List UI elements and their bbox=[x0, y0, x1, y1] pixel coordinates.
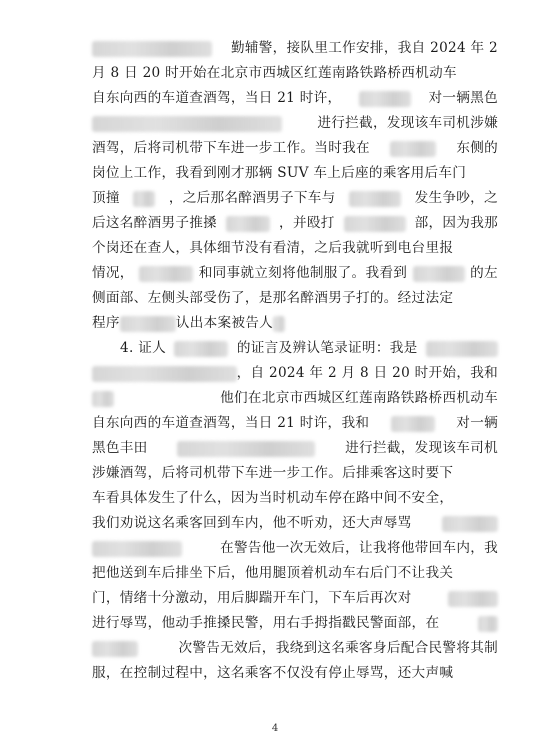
text-line bbox=[92, 461, 498, 486]
text-segment: 门，情绪十分激动，用后脚踹开车门，下车后再次对 bbox=[92, 590, 412, 606]
text-segment: 发生争吵，之 bbox=[414, 190, 498, 206]
text-segment: 对一辆 bbox=[456, 415, 498, 431]
redaction-block bbox=[92, 116, 282, 132]
text-segment: 车看具体发生了什么，因为当时机动车停在路中间不安全， bbox=[92, 490, 454, 506]
text-line bbox=[92, 211, 498, 236]
text-line bbox=[92, 386, 498, 411]
text-segment: 他们在北京市西城区红莲南路铁路桥西机动车 bbox=[220, 390, 498, 406]
text-line bbox=[92, 611, 498, 636]
text-segment: 岗位上工作，我看到刚才那辆 SUV 车上后座的乘客用后车门 bbox=[92, 165, 467, 181]
text-segment: 侧面部、左侧头部受伤了，是那名醉酒男子打的。经过法定 bbox=[92, 290, 454, 306]
redaction-block bbox=[344, 216, 406, 232]
redaction-block bbox=[349, 191, 401, 207]
text-segment: 涉嫌酒驾，后将司机带下车进一步工作。后排乘客这时要下 bbox=[92, 465, 454, 481]
redaction-block bbox=[92, 391, 114, 407]
redaction-block bbox=[448, 591, 498, 607]
text-segment: 的证言及辨认笔录证明：我是 bbox=[236, 340, 418, 356]
redaction-block bbox=[174, 341, 228, 357]
redaction-block bbox=[478, 616, 498, 632]
text-line bbox=[92, 286, 498, 311]
redaction-block bbox=[273, 316, 285, 332]
text-segment: 情况， bbox=[92, 265, 134, 281]
text-line bbox=[92, 561, 498, 586]
text-segment: 勤辅警，接队里工作安排，我自 2024 年 2 bbox=[230, 40, 498, 56]
redaction-block bbox=[120, 316, 176, 332]
text-segment: 我们劝说这名乘客回到车内，他不听劝，还大声辱骂 bbox=[92, 515, 412, 531]
text-segment: 把他送到车后排坐下后，他用腿顶着机动车右后门不让我关 bbox=[92, 565, 454, 581]
redaction-block bbox=[92, 41, 212, 57]
text-segment: 认出本案被告人 bbox=[175, 315, 274, 331]
text-segment: 的左 bbox=[470, 265, 498, 281]
text-line bbox=[92, 311, 498, 336]
text-segment: 东侧的 bbox=[456, 140, 498, 156]
text-segment: 后这名醉酒男子推搡 bbox=[92, 215, 218, 231]
text-segment: 顶撞 bbox=[92, 190, 120, 206]
text-line bbox=[92, 436, 498, 461]
text-line bbox=[92, 511, 498, 536]
text-segment: 程序 bbox=[92, 315, 120, 331]
text-segment: 次警告无效后，我绕到这名乘客身后配合民警将其制 bbox=[178, 640, 498, 656]
text-segment: 服，在控制过程中，这名乘客不仅没有停止辱骂，还大声喊 bbox=[92, 665, 454, 681]
text-line bbox=[92, 61, 498, 86]
text-line bbox=[92, 411, 498, 436]
redaction-block bbox=[359, 91, 411, 107]
text-line bbox=[92, 86, 498, 111]
text-segment: 和同事就立刻将他制服了。我看到 bbox=[198, 265, 408, 281]
text-segment: 部，因为我那 bbox=[414, 215, 498, 231]
redaction-block bbox=[442, 516, 498, 532]
text-line bbox=[92, 661, 498, 686]
text-segment: 个岗还在查人，具体细节没有看清，之后我就听到电台里报 bbox=[92, 240, 454, 256]
text-line bbox=[92, 186, 498, 211]
text-segment: 黑色丰田 bbox=[92, 440, 148, 456]
text-line bbox=[92, 336, 498, 361]
redaction-block bbox=[413, 266, 465, 282]
redaction-block bbox=[92, 366, 237, 382]
text-segment: 在警告他一次无效后，让我将他带回车内，我 bbox=[220, 540, 498, 556]
redaction-block bbox=[92, 541, 182, 557]
text-segment: ，并殴打 bbox=[279, 215, 335, 231]
text-line bbox=[92, 361, 498, 386]
redaction-block bbox=[226, 216, 270, 232]
text-segment: 自东向西的车道查酒驾，当日 21 时许，我和 bbox=[92, 415, 370, 431]
text-line bbox=[92, 36, 498, 61]
text-line bbox=[92, 261, 498, 286]
text-line bbox=[92, 136, 498, 161]
redaction-block bbox=[139, 266, 193, 282]
text-line bbox=[92, 111, 498, 136]
text-segment: ，自 2024 年 2 月 8 日 20 时开始，我和 bbox=[236, 365, 498, 381]
text-line bbox=[92, 486, 498, 511]
redaction-block bbox=[177, 441, 315, 457]
text-segment: 进行辱骂，他动手推搡民警，用右手拇指戳民警面部，在 bbox=[92, 615, 440, 631]
text-segment: ，之后那名醉酒男子下车与 bbox=[168, 190, 336, 206]
text-line bbox=[92, 586, 498, 611]
text-segment: 进行拦截，发现该车司机 bbox=[345, 440, 498, 456]
text-line bbox=[92, 161, 498, 186]
text-segment: 进行拦截，发现该车司机涉嫌 bbox=[317, 115, 498, 131]
body-text bbox=[92, 36, 498, 686]
text-segment: 对一辆黑色 bbox=[428, 90, 498, 106]
redaction-block bbox=[426, 341, 498, 357]
page-number: 4 bbox=[271, 723, 279, 734]
text-line bbox=[92, 536, 498, 561]
redaction-block bbox=[390, 141, 436, 157]
redaction-block bbox=[391, 416, 435, 432]
redaction-block bbox=[92, 641, 138, 657]
text-segment: 酒驾，后将司机带下车进一步工作。当时我在 bbox=[92, 140, 370, 156]
redaction-block bbox=[133, 191, 155, 207]
text-segment: 自东向西的车道查酒驾，当日 21 时许， bbox=[92, 90, 342, 106]
text-segment: 4. 证人 bbox=[120, 340, 166, 356]
text-line bbox=[92, 636, 498, 661]
text-line bbox=[92, 236, 498, 261]
text-segment: 月 8 日 20 时开始在北京市西城区红莲南路铁路桥西机动车 bbox=[92, 65, 457, 81]
